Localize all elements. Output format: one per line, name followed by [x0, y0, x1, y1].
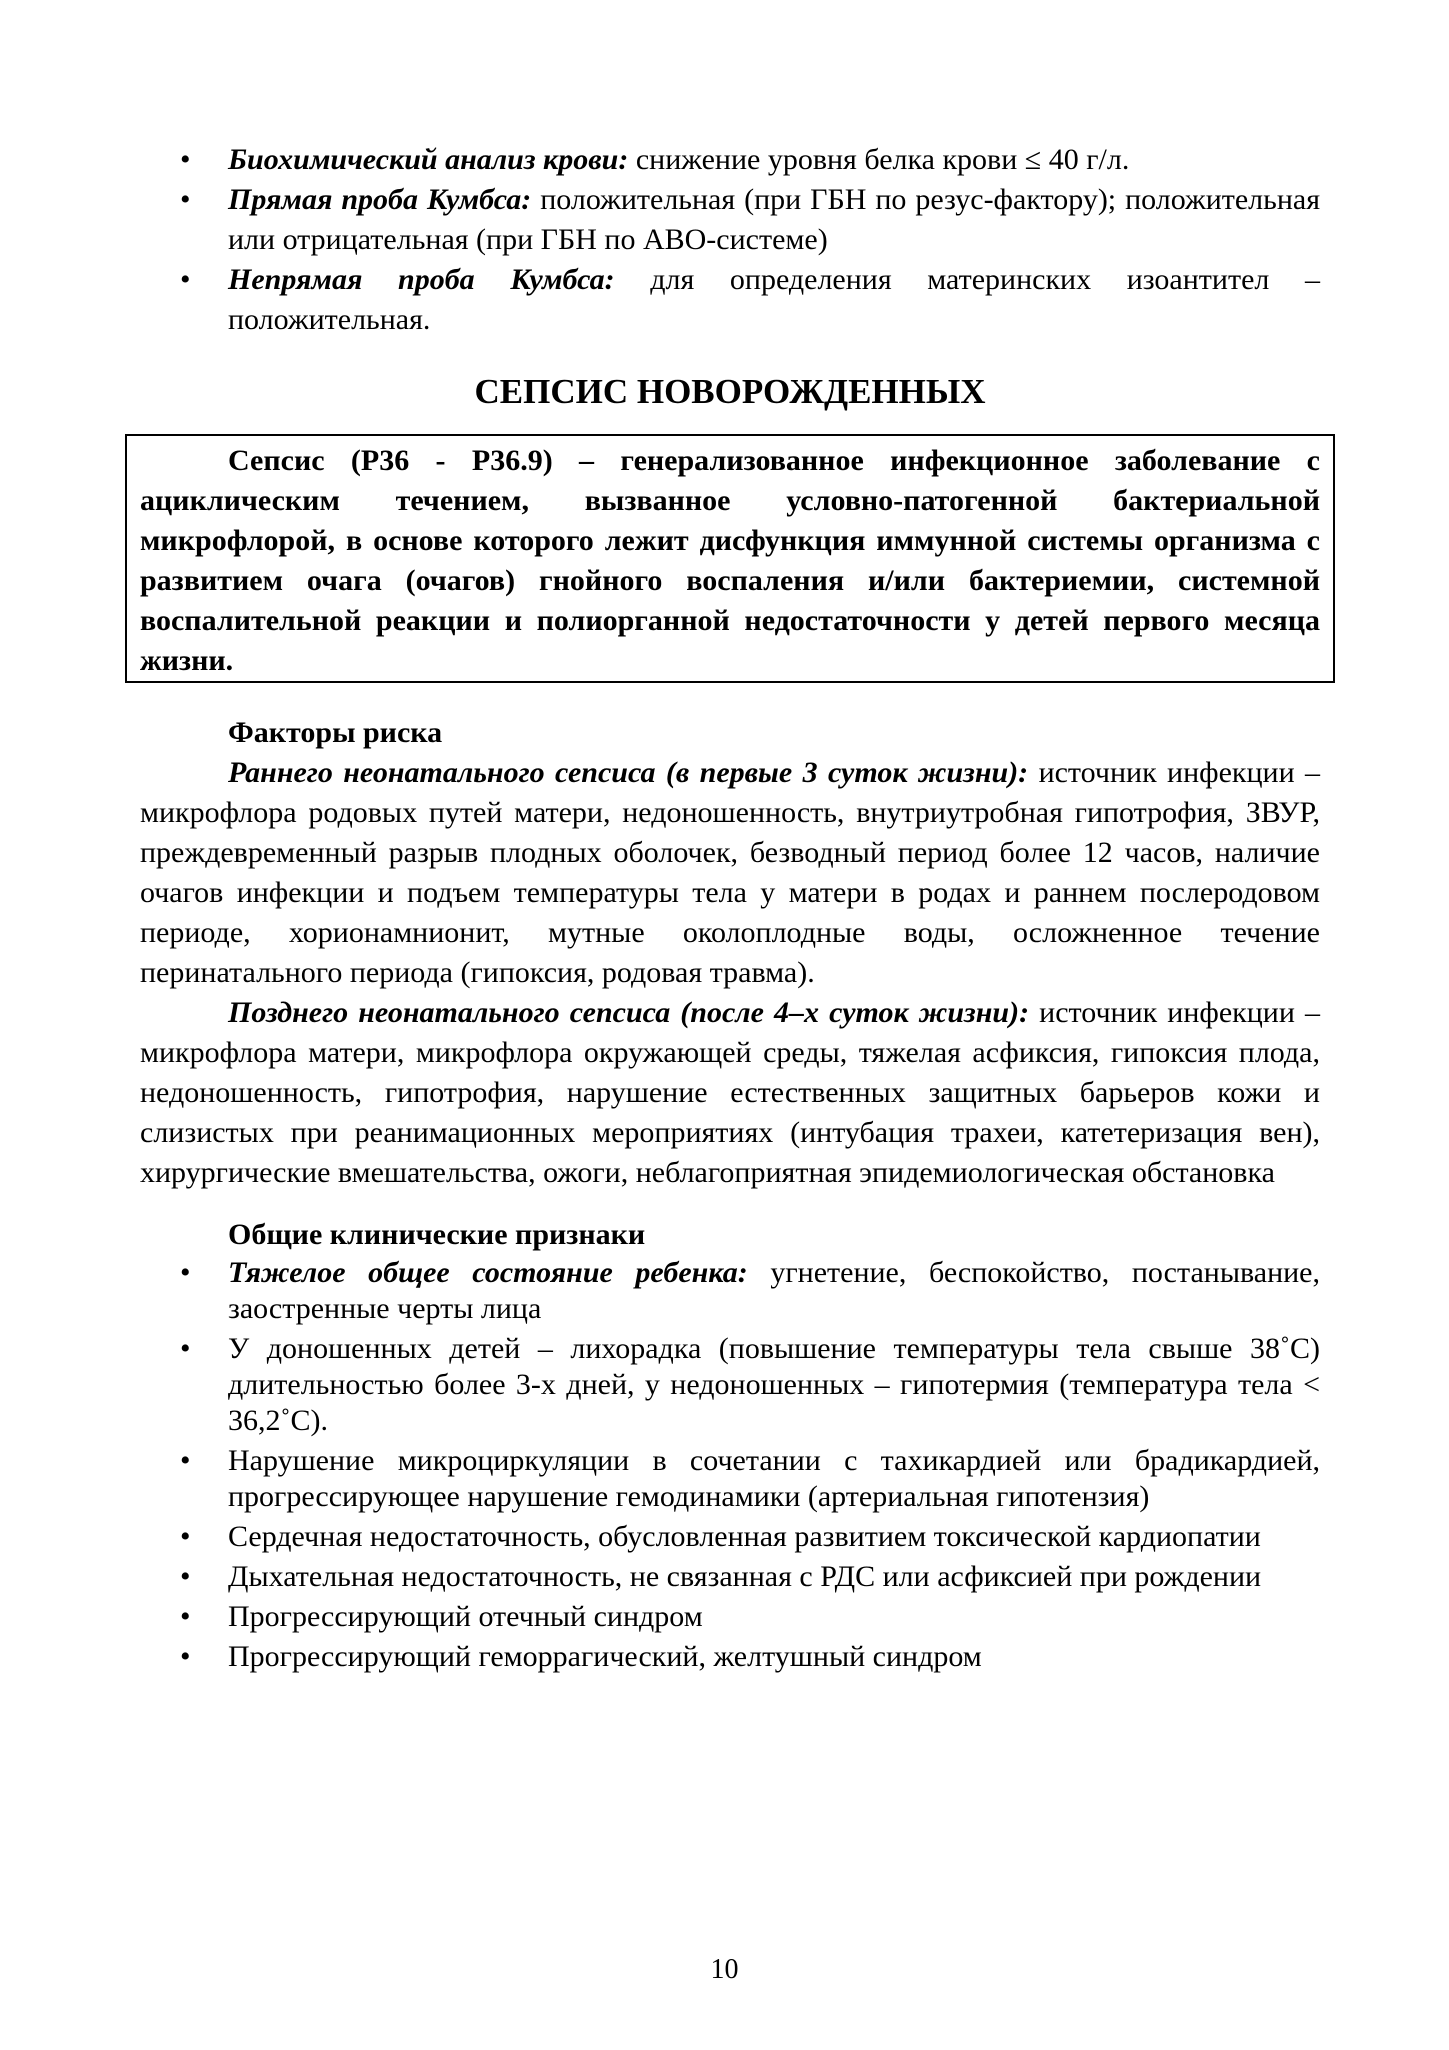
list-item-text: угнетение, беспокойство, постанывание, заостренные черты лица: [228, 1256, 1320, 1325]
list-item-term: Тяжелое общее состояние ребенка:: [228, 1256, 748, 1289]
clinical-signs-list: [140, 1255, 1320, 1675]
list-item: • Прогрессирующий геморрагический, желтушный синдром: [140, 1639, 1320, 1675]
late-sepsis-term: Позднего неонатального сепсиса (после 4–х суток жизни):: [228, 996, 1030, 1029]
page-number: 10: [710, 1954, 739, 1985]
page-content: [140, 140, 1320, 1675]
list-item: • Сердечная недостаточность, обусловленная развитием токсической кардиопатии: [140, 1519, 1320, 1555]
list-item-term: Непрямая проба Кумбса:: [228, 263, 615, 296]
section-title: СЕПСИС НОВОРОЖДЕННЫХ: [474, 372, 986, 411]
list-item: • Нарушение микроциркуляции в сочетании с тахикардией или брадикардией, прогрессирующее нарушение гемодинамики (артериальная гипотензия): [140, 1443, 1320, 1515]
list-item-text: положительная (при ГБН по резус-фактору); положительная или отрицательная (при ГБН по АВО-системе): [228, 183, 1321, 256]
clinical-signs-heading: Общие клинические признаки: [228, 1218, 646, 1251]
list-item: • У доношенных детей – лихорадка (повышение температуры тела свыше 38˚С) длительностью более 3-х дней, у недоношенных – гипотермия (температура тела < 36,2˚С).: [140, 1331, 1320, 1439]
list-item: [140, 140, 1320, 180]
lab-tests-list: [140, 140, 1320, 340]
late-sepsis-paragraph: [140, 993, 1320, 1193]
risk-factors-heading: Факторы риска: [228, 716, 443, 749]
early-sepsis-term: Раннего неонатального сепсиса (в первые 3 суток жизни):: [228, 756, 1029, 789]
list-item-text: для определения материнских изоантител – положительная.: [228, 263, 1320, 336]
late-sepsis-text: источник инфекции – микрофлора матери, микрофлора окружающей среды, тяжелая асфиксия, гипоксия плода, недоношенность, гипотрофия, нарушение естественных защитных барьеров кожи и слизистых при реанимационных мероприятиях (интубация трахеи, катетеризация вен), хирургические вмешательства, ожоги, неблагоприятная эпидемиологическая обстановка: [140, 996, 1320, 1189]
early-sepsis-paragraph: [140, 753, 1320, 993]
list-item: [140, 180, 1320, 260]
list-item-text: снижение уровня белка крови ≤ 40 г/л.: [628, 143, 1130, 176]
early-sepsis-text: источник инфекции – микрофлора родовых путей матери, недоношенность, внутриутробная гипотрофия, ЗВУР, преждевременный разрыв плодных оболочек, безводный период более 12 часов, наличие очагов инфекции и подъем температуры тела у матери в родах и раннем послеродовом периоде, хорионамнионит, мутные околоплодные воды, осложненное течение перинатального периода (гипоксия, родовая травма).: [140, 756, 1321, 989]
list-item-term: Прямая проба Кумбса:: [228, 183, 532, 216]
list-item: • Прогрессирующий отечный синдром: [140, 1599, 1320, 1635]
list-item: [140, 260, 1320, 340]
definition-box: [125, 434, 1335, 683]
list-item: [140, 1255, 1320, 1327]
definition-text: Сепсис (Р36 - Р36.9) – генерализованное инфекционное заболевание с ациклическим течением, вызванное условно-патогенной бактериальной микрофлорой, в основе которого лежит дисфункция иммунной системы организма с развитием очага (очагов) гнойного воспаления и/или бактериемии, системной воспалительной реакции и полиорганной недостаточности у детей первого месяца жизни.: [140, 444, 1320, 677]
list-item: • Дыхательная недостаточность, не связанная с РДС или асфиксией при рождении: [140, 1559, 1320, 1595]
list-item-term: Биохимический анализ крови:: [228, 143, 629, 176]
